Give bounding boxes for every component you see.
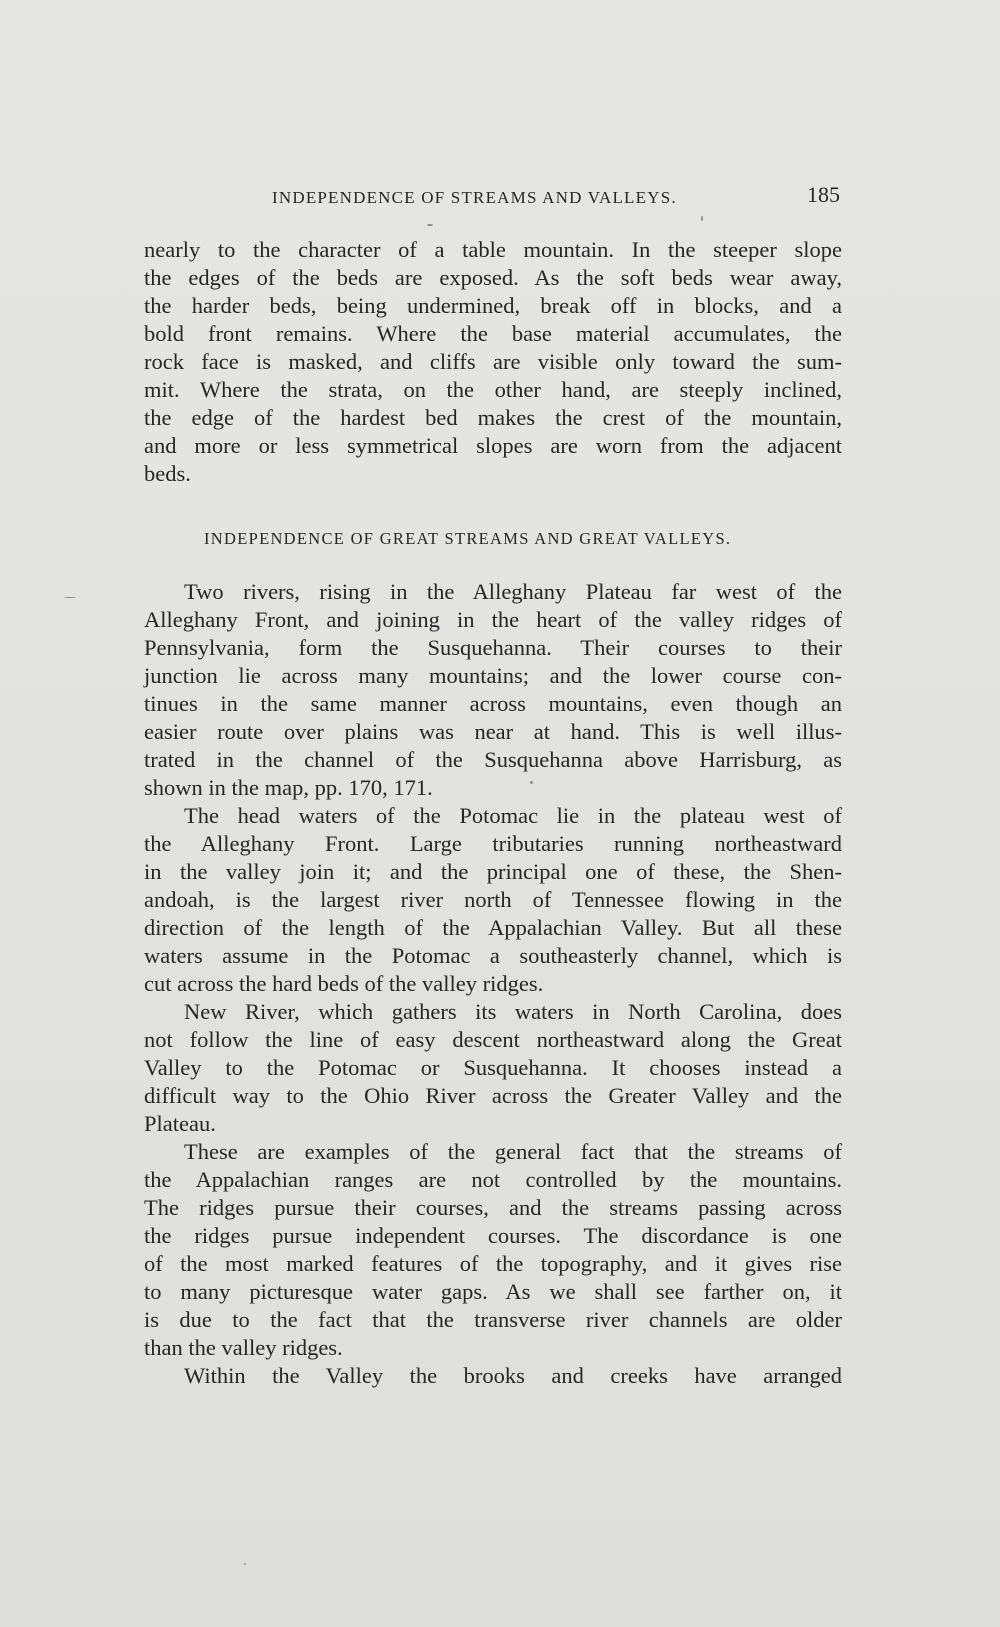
text-line: the ridges pursue independent courses. The discordance is one <box>144 1223 842 1248</box>
scan-speck <box>64 597 76 598</box>
section-heading: INDEPENDENCE OF GREAT STREAMS AND GREAT VALLEYS. <box>204 529 732 548</box>
text-line: rock face is masked, and cliffs are visible only toward the sum- <box>144 349 842 374</box>
text-line: These are examples of the general fact that the streams of <box>184 1139 842 1164</box>
text-line: and more or less symmetrical slopes are worn from the adjacent <box>144 433 842 458</box>
text-line: the harder beds, being undermined, break off in blocks, and a <box>144 293 842 318</box>
text-line: easier route over plains was near at hand. This is well illus- <box>144 719 842 744</box>
text-line: in the valley join it; and the principal one of these, the Shen- <box>144 859 842 884</box>
running-head <box>140 182 840 212</box>
text-line: Valley to the Potomac or Susquehanna. It chooses instead a <box>144 1055 842 1080</box>
text-line: Within the Valley the brooks and creeks have arranged <box>184 1363 842 1388</box>
text-line: than the valley ridges. <box>144 1335 343 1360</box>
text-line: direction of the length of the Appalachian Valley. But all these <box>144 915 842 940</box>
text-line: shown in the map, pp. 170, 171. <box>144 775 433 800</box>
text-line: cut across the hard beds of the valley ridges. <box>144 971 544 996</box>
running-title: INDEPENDENCE OF STREAMS AND VALLEYS. <box>272 188 677 207</box>
text-line: to many picturesque water gaps. As we shall see farther on, it <box>144 1279 842 1304</box>
text-line: andoah, is the largest river north of Tennessee flowing in the <box>144 887 842 912</box>
scan-speck <box>530 781 533 784</box>
text-line: of the most marked features of the topography, and it gives rise <box>144 1251 842 1276</box>
text-line: difficult way to the Ohio River across the Greater Valley and the <box>144 1083 842 1108</box>
text-line: the Appalachian ranges are not controlled by the mountains. <box>144 1167 842 1192</box>
text-line: The ridges pursue their courses, and the streams passing across <box>144 1195 842 1220</box>
scan-speck <box>701 216 703 221</box>
page-number: 185 <box>807 182 840 207</box>
text-line: nearly to the character of a table mountain. In the steeper slope <box>144 237 842 262</box>
text-line: junction lie across many mountains; and the lower course con- <box>144 663 842 688</box>
text-line: mit. Where the strata, on the other hand, are steeply inclined, <box>144 377 842 402</box>
text-line: Plateau. <box>144 1111 216 1136</box>
text-line: trated in the channel of the Susquehanna above Harrisburg, as <box>144 747 842 772</box>
text-line: tinues in the same manner across mountains, even though an <box>144 691 842 716</box>
text-line: Alleghany Front, and joining in the heart of the valley ridges of <box>144 607 842 632</box>
scan-speck <box>427 224 433 226</box>
text-line: Two rivers, rising in the Alleghany Plateau far west of the <box>184 579 842 604</box>
text-line: not follow the line of easy descent northeastward along the Great <box>144 1027 842 1052</box>
text-line: Pennsylvania, form the Susquehanna. Their courses to their <box>144 635 842 660</box>
text-line: waters assume in the Potomac a southeasterly channel, which is <box>144 943 842 968</box>
text-line: bold front remains. Where the base material accumulates, the <box>144 321 842 346</box>
text-line: the Alleghany Front. Large tributaries running northeastward <box>144 831 842 856</box>
text-line: is due to the fact that the transverse river channels are older <box>144 1307 842 1332</box>
text-line: beds. <box>144 461 191 486</box>
text-line: the edges of the beds are exposed. As the soft beds wear away, <box>144 265 842 290</box>
text-line: New River, which gathers its waters in North Carolina, does <box>184 999 842 1024</box>
text-line: the edge of the hardest bed makes the crest of the mountain, <box>144 405 842 430</box>
text-line: The head waters of the Potomac lie in the plateau west of <box>184 803 842 828</box>
scan-speck <box>244 1563 246 1565</box>
